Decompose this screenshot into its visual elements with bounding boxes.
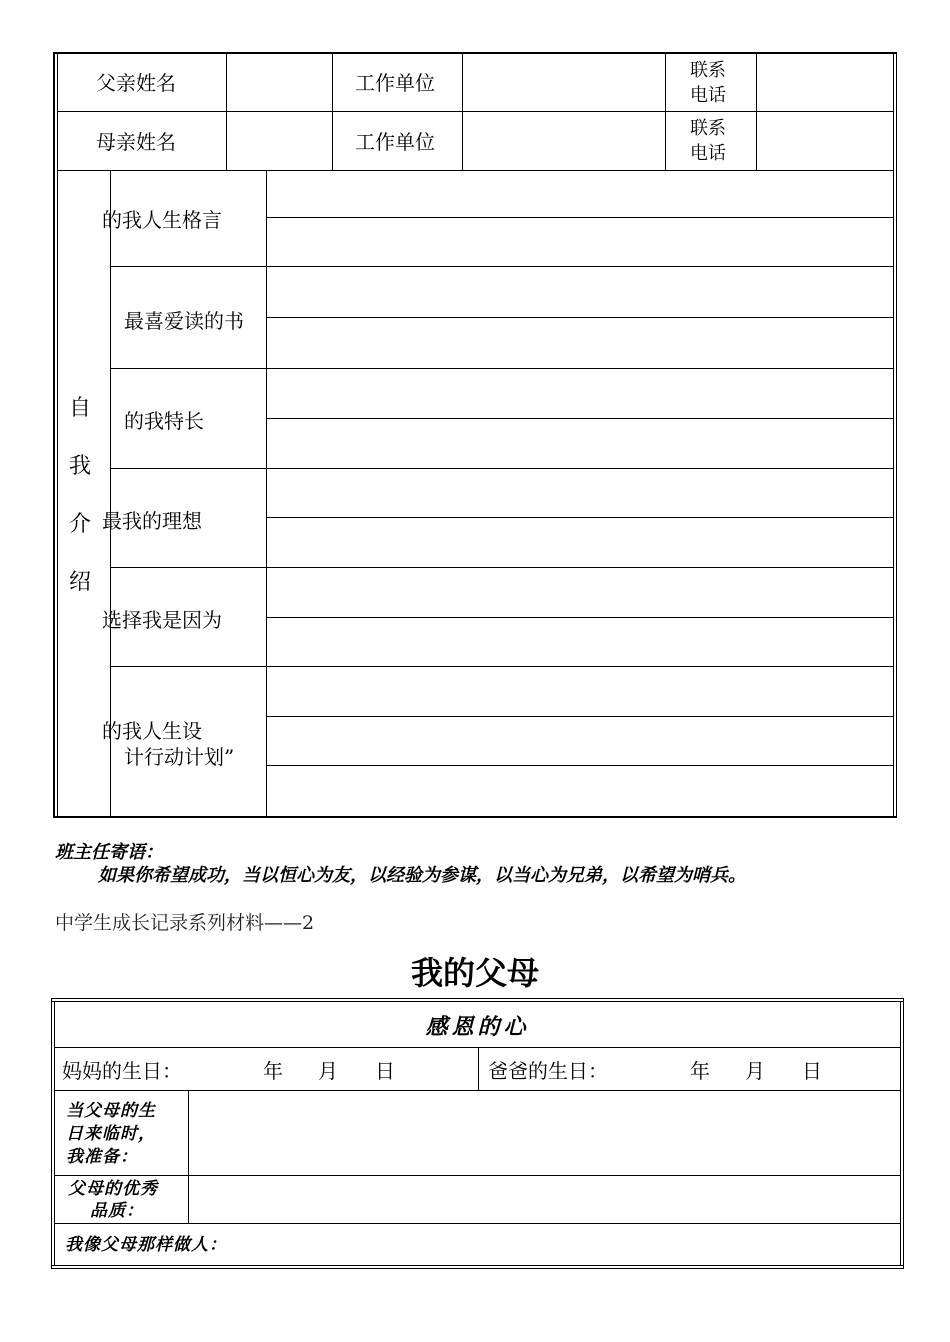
teacher-remark-label: 班主任寄语： bbox=[55, 842, 163, 863]
mom-birthday-label: 妈妈的生日： bbox=[62, 1059, 182, 1083]
birthday-prepare-label: 日来临时， bbox=[66, 1124, 156, 1144]
dad-birthday-label: 爸爸的生日： bbox=[488, 1059, 608, 1083]
day-label: 日 bbox=[375, 1059, 395, 1083]
phone-label: 电话 bbox=[690, 85, 726, 106]
ideal-label: 最我的理想 bbox=[102, 509, 202, 533]
month-label: 月 bbox=[745, 1059, 765, 1083]
phone-label: 联系 bbox=[690, 60, 726, 81]
gratitude-header: 感恩的心 bbox=[425, 1014, 530, 1040]
be-like-parents-label: 我像父母那样做人： bbox=[65, 1235, 227, 1255]
motto-label: 的我人生格言 bbox=[102, 208, 222, 232]
series-title: 中学生成长记录系列材料——2 bbox=[55, 912, 315, 934]
phone-label: 电话 bbox=[690, 143, 726, 164]
specialty-label: 的我特长 bbox=[124, 409, 204, 433]
work-unit-label: 工作单位 bbox=[355, 130, 435, 154]
month-label: 月 bbox=[318, 1059, 338, 1083]
life-plan-label: 计行动计划” bbox=[124, 745, 235, 769]
favorite-book-label: 最喜爱读的书 bbox=[124, 309, 244, 333]
year-label: 年 bbox=[690, 1059, 710, 1083]
birthday-prepare-label: 当父母的生 bbox=[66, 1101, 156, 1121]
phone-label: 联系 bbox=[690, 118, 726, 139]
life-plan-label: 的我人生设 bbox=[102, 719, 202, 743]
parents-quality-label: 品质： bbox=[90, 1201, 144, 1221]
father-name-label: 父亲姓名 bbox=[96, 71, 176, 95]
birthday-prepare-label: 我准备： bbox=[66, 1147, 138, 1167]
mother-name-label: 母亲姓名 bbox=[96, 130, 176, 154]
self-intro-label: 自 我 介 绍 bbox=[68, 396, 91, 595]
page-title: 我的父母 bbox=[410, 954, 539, 992]
parents-quality-label: 父母的优秀 bbox=[68, 1179, 158, 1199]
year-label: 年 bbox=[263, 1059, 283, 1083]
teacher-remark-text: 如果你希望成功，当以恒心为友，以经验为参谋，以当心为兄弟，以希望为哨兵。 bbox=[98, 865, 746, 886]
work-unit-label: 工作单位 bbox=[355, 71, 435, 95]
reason-label: 选择我是因为 bbox=[102, 608, 222, 632]
day-label: 日 bbox=[802, 1059, 822, 1083]
